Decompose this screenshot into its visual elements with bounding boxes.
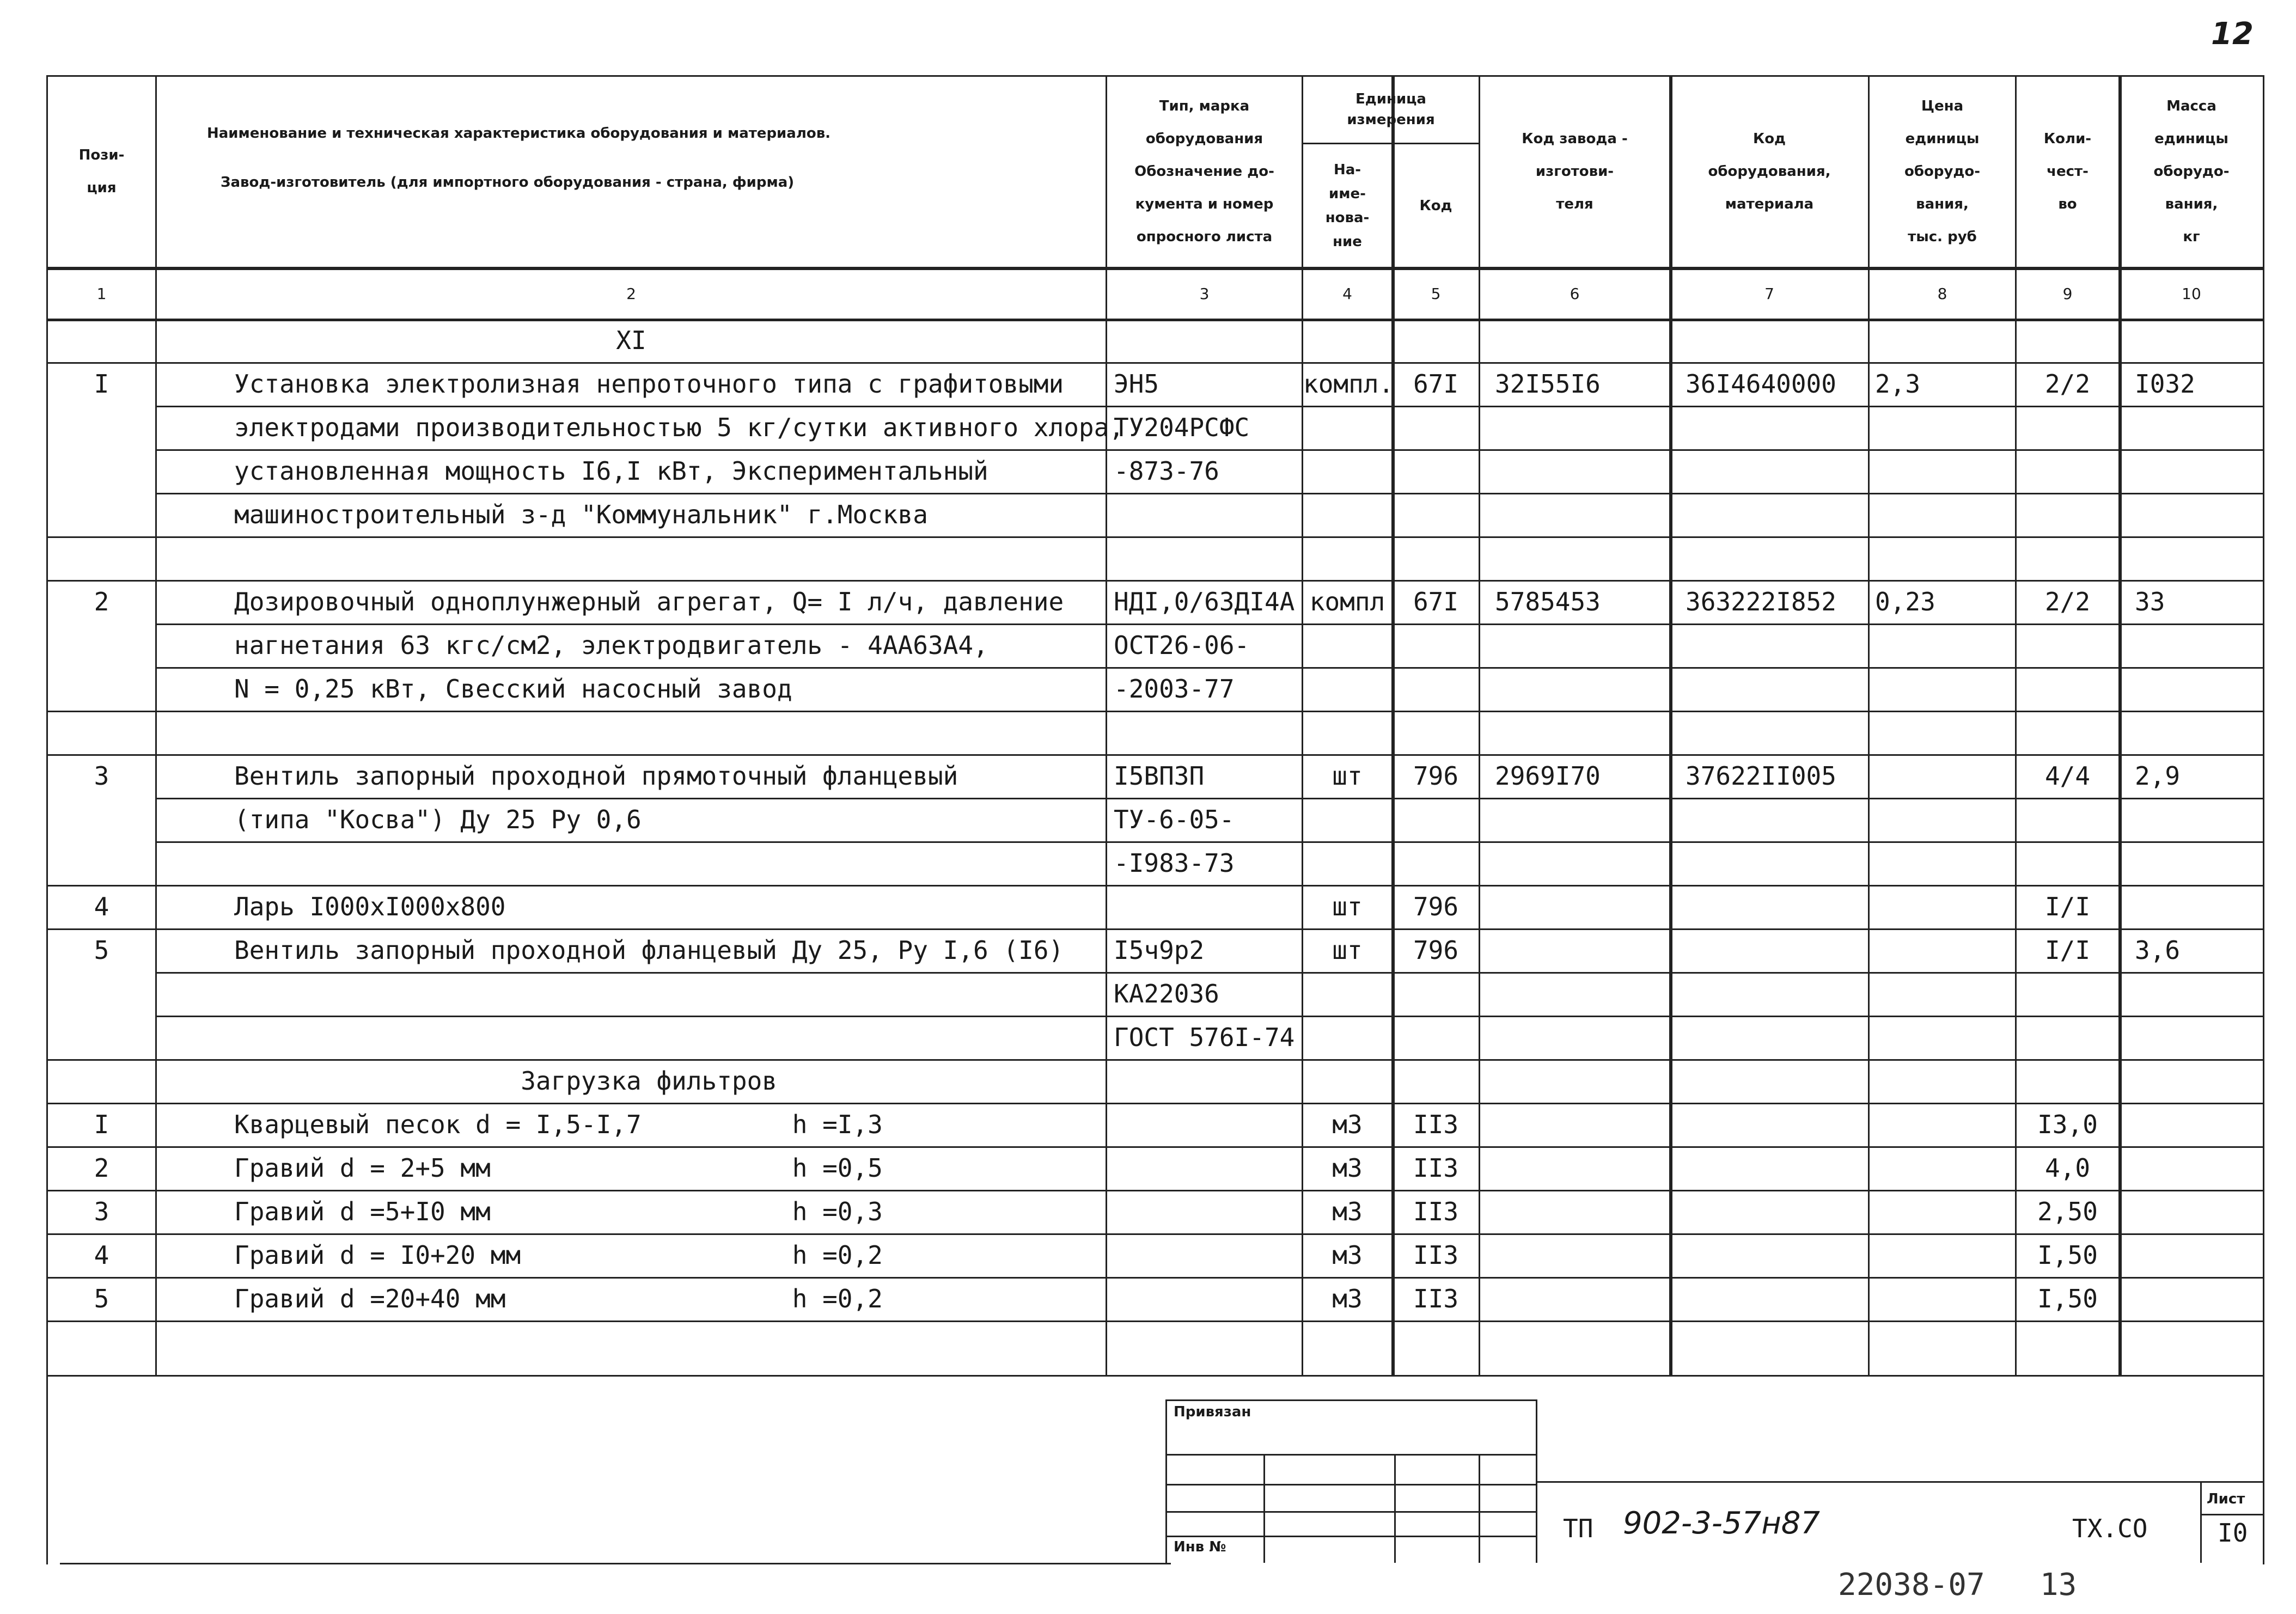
cell-type bbox=[1114, 1233, 1302, 1277]
cell-unit: компл bbox=[1309, 587, 1385, 616]
cell-qty bbox=[2017, 623, 2118, 667]
cell-pos bbox=[48, 1016, 155, 1059]
cell-price bbox=[1875, 493, 2015, 536]
cell-code bbox=[1393, 536, 1479, 580]
table-row bbox=[0, 1233, 2296, 1277]
cell-pos bbox=[48, 623, 155, 667]
cell-code bbox=[1393, 798, 1479, 841]
cell-name bbox=[234, 1016, 1106, 1059]
cell-mfr bbox=[1495, 1277, 1669, 1320]
cell-unit bbox=[1303, 1059, 1391, 1103]
cell-mass bbox=[2135, 711, 2263, 754]
cell-code: II3 bbox=[1413, 1153, 1459, 1183]
header-unit-price: Цена единицы оборудо- вания, тыс. руб bbox=[1904, 98, 1981, 245]
cell-equip bbox=[1686, 972, 1868, 1016]
cell-code: 67I bbox=[1413, 587, 1459, 616]
cell-pos bbox=[48, 1059, 155, 1103]
cell-qty: 2,50 bbox=[2037, 1197, 2098, 1226]
cell-qty bbox=[2017, 798, 2118, 841]
table-row bbox=[0, 362, 2296, 406]
cell-name bbox=[234, 972, 1106, 1016]
cell-unit: м3 bbox=[1332, 1197, 1363, 1226]
cell-pos: 3 bbox=[94, 1197, 109, 1226]
cell-pos bbox=[48, 493, 155, 536]
cell-type: -873-76 bbox=[1114, 456, 1219, 486]
cell-mfr bbox=[1495, 841, 1669, 885]
col-num: 8 bbox=[1937, 284, 1947, 303]
project-code: 902-3-57н87 bbox=[1623, 1506, 1821, 1541]
cell-mfr: 32I55I6 bbox=[1495, 369, 1601, 399]
cell-name: Вентиль запорный проходной прямоточный фланцевый bbox=[234, 761, 958, 791]
cell-type: I5ВП3П bbox=[1114, 761, 1205, 791]
cell-mass bbox=[2135, 1233, 2263, 1277]
cell-code bbox=[1393, 623, 1479, 667]
cell-qty: I,50 bbox=[2037, 1284, 2098, 1313]
cell-qty: I3,0 bbox=[2037, 1110, 2098, 1139]
col-num: 9 bbox=[2062, 284, 2073, 303]
cell-price bbox=[1875, 798, 2015, 841]
col-num: 10 bbox=[2182, 284, 2201, 303]
cell-equip bbox=[1686, 1103, 1868, 1146]
table-row bbox=[0, 972, 2296, 1016]
sheet-label: Лист bbox=[2207, 1491, 2245, 1507]
cell-name: Кварцевый песок d = I,5-I,7 h =I,3 bbox=[234, 1110, 883, 1139]
table-row bbox=[0, 1016, 2296, 1059]
cell-code bbox=[1393, 1016, 1479, 1059]
cell-name: электродами производительностью 5 кг/сутки активного хлора, bbox=[234, 413, 1124, 442]
table-row bbox=[0, 493, 2296, 536]
cell-qty bbox=[2017, 711, 2118, 754]
cell-pos bbox=[48, 406, 155, 449]
section-title: XI bbox=[616, 326, 646, 355]
cell-type: -2003-77 bbox=[1114, 674, 1235, 704]
cell-type: -I983-73 bbox=[1114, 848, 1235, 878]
header-type: Тип, марка оборудования Обозначение до- кумента и номер опросного листа bbox=[1134, 98, 1274, 245]
cell-mfr: 5785453 bbox=[1495, 587, 1601, 616]
cell-qty: I/I bbox=[2044, 936, 2091, 965]
cell-price bbox=[1875, 1059, 2015, 1103]
cell-equip: 363222I852 bbox=[1686, 587, 1836, 616]
cell-price bbox=[1875, 1190, 2015, 1233]
header-unit-group: Единица измерения bbox=[1347, 91, 1435, 128]
cell-qty: 2/2 bbox=[2044, 587, 2091, 616]
table-row bbox=[0, 1059, 2296, 1103]
cell-pos bbox=[48, 711, 155, 754]
cell-pos: 3 bbox=[94, 761, 109, 791]
cell-equip bbox=[1686, 493, 1868, 536]
table-row bbox=[0, 623, 2296, 667]
cell-mfr bbox=[1495, 1146, 1669, 1190]
cell-name: Гравий d = 2+5 мм h =0,5 bbox=[234, 1153, 883, 1183]
cell-type: ГОСТ 576I-74 bbox=[1114, 1023, 1295, 1052]
header-position: Пози- ция bbox=[78, 147, 125, 196]
table-row bbox=[0, 928, 2296, 972]
cell-unit: м3 bbox=[1332, 1110, 1363, 1139]
cell-unit bbox=[1303, 623, 1391, 667]
col-num: 5 bbox=[1431, 284, 1441, 303]
cell-qty: I,50 bbox=[2037, 1240, 2098, 1270]
cell-qty bbox=[2017, 406, 2118, 449]
cell-mass: 33 bbox=[2135, 587, 2165, 616]
cell-unit: шт bbox=[1332, 936, 1363, 965]
table-row bbox=[0, 841, 2296, 885]
cell-unit bbox=[1303, 667, 1391, 711]
cell-unit bbox=[1303, 493, 1391, 536]
cell-name: Дозировочный одноплунжерный агрегат, Q= I л/ч, давление bbox=[234, 587, 1064, 616]
table-row bbox=[0, 798, 2296, 841]
table-row bbox=[0, 885, 2296, 928]
cell-type bbox=[1114, 493, 1302, 536]
cell-code bbox=[1393, 841, 1479, 885]
cell-mfr bbox=[1495, 1233, 1669, 1277]
cell-mass bbox=[2135, 449, 2263, 493]
cell-price bbox=[1875, 711, 2015, 754]
cell-mfr bbox=[1495, 885, 1669, 928]
cell-unit bbox=[1303, 711, 1391, 754]
cell-name bbox=[234, 841, 1106, 885]
cell-name: Установка электролизная непроточного типа с графитовыми bbox=[234, 369, 1064, 399]
cell-mass bbox=[2135, 1016, 2263, 1059]
cell-mfr bbox=[1495, 798, 1669, 841]
cell-price bbox=[1875, 667, 2015, 711]
inventory-label: Инв № bbox=[1174, 1539, 1226, 1555]
cell-name: установленная мощность I6,I кВт, Экспериментальный bbox=[234, 456, 988, 486]
cell-qty: 4,0 bbox=[2044, 1153, 2091, 1183]
table-row bbox=[0, 1190, 2296, 1233]
cell-code bbox=[1393, 449, 1479, 493]
cell-pos bbox=[48, 667, 155, 711]
cell-mass bbox=[2135, 841, 2263, 885]
attached-label: Привязан bbox=[1174, 1404, 1251, 1420]
cell-name: Вентиль запорный проходной фланцевый Ду 25, Ру I,6 (I6) bbox=[234, 936, 1064, 965]
cell-price bbox=[1875, 536, 2015, 580]
cell-type bbox=[1114, 1190, 1302, 1233]
cell-qty: 2/2 bbox=[2044, 369, 2091, 399]
cell-code: II3 bbox=[1413, 1110, 1459, 1139]
cell-equip bbox=[1686, 711, 1868, 754]
cell-pos: 4 bbox=[94, 892, 109, 921]
cell-mass bbox=[2135, 406, 2263, 449]
cell-type bbox=[1114, 711, 1302, 754]
cell-equip bbox=[1686, 1190, 1868, 1233]
table-row bbox=[0, 536, 2296, 580]
cell-qty bbox=[2017, 667, 2118, 711]
cell-type: ТУ-6-05- bbox=[1114, 805, 1235, 834]
cell-pos bbox=[48, 449, 155, 493]
header-name-line1: Наименование и техническая характеристика оборудования и материалов. bbox=[207, 125, 831, 142]
cell-mass bbox=[2135, 885, 2263, 928]
cell-equip bbox=[1686, 1016, 1868, 1059]
table-row bbox=[0, 449, 2296, 493]
col-num: 6 bbox=[1570, 284, 1580, 303]
tp-label: ТП bbox=[1563, 1514, 1593, 1543]
cell-type: ЭН5 bbox=[1114, 369, 1159, 399]
cell-qty bbox=[2017, 493, 2118, 536]
cell-mfr bbox=[1495, 493, 1669, 536]
table-row bbox=[0, 580, 2296, 623]
cell-mass bbox=[2135, 536, 2263, 580]
cell-equip: 36I4640000 bbox=[1686, 369, 1836, 399]
header-name-line2: Завод-изготовитель (для импортного оборудования - страна, фирма) bbox=[221, 174, 795, 191]
cell-mass bbox=[2135, 798, 2263, 841]
cell-name: Гравий d =20+40 мм h =0,2 bbox=[234, 1284, 883, 1313]
cell-mfr bbox=[1495, 1190, 1669, 1233]
cell-unit bbox=[1303, 1016, 1391, 1059]
cell-mfr bbox=[1495, 928, 1669, 972]
cell-name bbox=[234, 536, 1106, 580]
cell-code: 67I bbox=[1413, 369, 1459, 399]
cell-equip bbox=[1686, 798, 1868, 841]
cell-pos: 2 bbox=[94, 587, 109, 616]
cell-mfr bbox=[1495, 536, 1669, 580]
cell-type bbox=[1114, 1059, 1302, 1103]
cell-equip bbox=[1686, 1059, 1868, 1103]
cell-code: II3 bbox=[1413, 1240, 1459, 1270]
col-num: 4 bbox=[1342, 284, 1352, 303]
cell-type: I5ч9р2 bbox=[1114, 936, 1205, 965]
cell-mass: 2,9 bbox=[2135, 761, 2181, 791]
cell-pos: 4 bbox=[94, 1240, 109, 1270]
cell-qty bbox=[2017, 1016, 2118, 1059]
cell-qty: 4/4 bbox=[2044, 761, 2091, 791]
cell-price: 2,3 bbox=[1875, 369, 1921, 399]
cell-price bbox=[1875, 1146, 2015, 1190]
cell-equip bbox=[1686, 623, 1868, 667]
cell-price bbox=[1875, 449, 2015, 493]
table-row bbox=[0, 667, 2296, 711]
cell-pos bbox=[48, 798, 155, 841]
cell-unit: м3 bbox=[1332, 1240, 1363, 1270]
cell-mass bbox=[2135, 1059, 2263, 1103]
table-row bbox=[0, 754, 2296, 798]
cell-code bbox=[1393, 667, 1479, 711]
cell-mfr bbox=[1495, 1016, 1669, 1059]
cell-price bbox=[1875, 1233, 2015, 1277]
cell-name: Гравий d = I0+20 мм h =0,2 bbox=[234, 1240, 883, 1270]
cell-unit: шт bbox=[1332, 892, 1363, 921]
cell-code: II3 bbox=[1413, 1197, 1459, 1226]
cell-unit: м3 bbox=[1332, 1153, 1363, 1183]
cell-qty bbox=[2017, 449, 2118, 493]
cell-price bbox=[1875, 1103, 2015, 1146]
cell-code: 796 bbox=[1413, 892, 1459, 921]
sheet-number: I0 bbox=[2218, 1518, 2248, 1548]
cell-price bbox=[1875, 885, 2015, 928]
cell-name: Гравий d =5+I0 мм h =0,3 bbox=[234, 1197, 883, 1226]
cell-qty bbox=[2017, 536, 2118, 580]
cell-qty bbox=[2017, 1059, 2118, 1103]
cell-mfr: 2969I70 bbox=[1495, 761, 1601, 791]
cell-mass bbox=[2135, 1103, 2263, 1146]
cell-code bbox=[1393, 972, 1479, 1016]
header-unit-name: На- име- нова- ние bbox=[1325, 161, 1370, 250]
col-num: 2 bbox=[626, 284, 636, 303]
cell-unit bbox=[1303, 841, 1391, 885]
cell-unit: компл. bbox=[1303, 369, 1394, 399]
cell-code: II3 bbox=[1413, 1284, 1459, 1313]
cell-type bbox=[1114, 1146, 1302, 1190]
cell-mass bbox=[2135, 493, 2263, 536]
cell-price bbox=[1875, 1277, 2015, 1320]
cell-mass bbox=[2135, 1190, 2263, 1233]
cell-code bbox=[1393, 493, 1479, 536]
cell-equip bbox=[1686, 1233, 1868, 1277]
cell-type: КА22036 bbox=[1114, 979, 1219, 1008]
table-row bbox=[0, 406, 2296, 449]
cell-mfr bbox=[1495, 1103, 1669, 1146]
cell-pos bbox=[48, 841, 155, 885]
cell-equip bbox=[1686, 1277, 1868, 1320]
cell-qty: I/I bbox=[2044, 892, 2091, 921]
cell-price bbox=[1875, 406, 2015, 449]
cell-equip bbox=[1686, 536, 1868, 580]
cell-name bbox=[234, 711, 1106, 754]
table-row bbox=[0, 711, 2296, 754]
header-unit-mass: Масса единицы оборудо- вания, кг bbox=[2153, 98, 2230, 245]
cell-equip bbox=[1686, 928, 1868, 972]
cell-unit bbox=[1303, 536, 1391, 580]
col-num: 3 bbox=[1199, 284, 1210, 303]
cell-pos bbox=[48, 972, 155, 1016]
archive-stamp: 22038-07 13 bbox=[1838, 1567, 2077, 1603]
corner-page-number: 12 bbox=[2211, 16, 2254, 52]
cell-equip bbox=[1686, 841, 1868, 885]
cell-name: нагнетания 63 кгс/см2, электродвигатель - 4АА63А4, bbox=[234, 631, 988, 660]
cell-equip bbox=[1686, 885, 1868, 928]
cell-mass bbox=[2135, 972, 2263, 1016]
cell-mass: I032 bbox=[2135, 369, 2195, 399]
cell-name: (типа "Косва") Ду 25 Ру 0,6 bbox=[234, 805, 642, 834]
cell-unit: шт bbox=[1332, 761, 1363, 791]
cell-code bbox=[1393, 406, 1479, 449]
table-row bbox=[0, 1103, 2296, 1146]
cell-price bbox=[1875, 928, 2015, 972]
cell-mass bbox=[2135, 1277, 2263, 1320]
cell-name: N = 0,25 кВт, Свесский насосный завод bbox=[234, 674, 792, 704]
cell-type: ТУ204РСФС bbox=[1114, 413, 1250, 442]
cell-type bbox=[1114, 1277, 1302, 1320]
cell-name: Загрузка фильтров bbox=[234, 1066, 777, 1096]
cell-equip bbox=[1686, 406, 1868, 449]
cell-unit bbox=[1303, 972, 1391, 1016]
cell-price bbox=[1875, 754, 2015, 798]
cell-qty bbox=[2017, 841, 2118, 885]
cell-price: 0,23 bbox=[1875, 587, 1935, 616]
cell-mfr bbox=[1495, 406, 1669, 449]
cell-type bbox=[1114, 536, 1302, 580]
cell-mfr bbox=[1495, 972, 1669, 1016]
cell-equip bbox=[1686, 667, 1868, 711]
cell-mfr bbox=[1495, 667, 1669, 711]
cell-name: машиностроительный з-д "Коммунальник" г.Москва bbox=[234, 500, 928, 529]
cell-pos: I bbox=[94, 369, 109, 399]
cell-code: 796 bbox=[1413, 936, 1459, 965]
cell-price bbox=[1875, 623, 2015, 667]
cell-mfr bbox=[1495, 449, 1669, 493]
cell-mass bbox=[2135, 1146, 2263, 1190]
cell-mass bbox=[2135, 667, 2263, 711]
cell-mfr bbox=[1495, 623, 1669, 667]
cell-type bbox=[1114, 1103, 1302, 1146]
cell-pos: I bbox=[94, 1110, 109, 1139]
cell-pos: 5 bbox=[94, 936, 109, 965]
cell-price bbox=[1875, 841, 2015, 885]
col-num: 7 bbox=[1764, 284, 1774, 303]
cell-unit bbox=[1303, 798, 1391, 841]
cell-equip: 37622II005 bbox=[1686, 761, 1836, 791]
cell-mass: 3,6 bbox=[2135, 936, 2181, 965]
cell-type: ОСТ26-06- bbox=[1114, 631, 1250, 660]
table-row bbox=[0, 1146, 2296, 1190]
cell-unit bbox=[1303, 449, 1391, 493]
cell-unit bbox=[1303, 406, 1391, 449]
cell-pos bbox=[48, 536, 155, 580]
cell-mfr bbox=[1495, 711, 1669, 754]
header-unit-code: Код bbox=[1419, 197, 1452, 214]
header-manufacturer-code: Код завода - изготови- теля bbox=[1522, 131, 1628, 212]
cell-equip bbox=[1686, 449, 1868, 493]
cell-unit: м3 bbox=[1332, 1284, 1363, 1313]
table-row bbox=[0, 1277, 2296, 1320]
cell-pos: 2 bbox=[94, 1153, 109, 1183]
cell-name: Ларь I000xI000x800 bbox=[234, 892, 506, 921]
cell-mfr bbox=[1495, 1059, 1669, 1103]
cell-type: НДI,0/63ДI4А bbox=[1114, 587, 1295, 616]
cell-type bbox=[1114, 885, 1302, 928]
col-num: 1 bbox=[96, 284, 107, 303]
document-code: ТХ.СО bbox=[2072, 1514, 2148, 1543]
cell-code bbox=[1393, 1059, 1479, 1103]
cell-code bbox=[1393, 711, 1479, 754]
cell-price bbox=[1875, 1016, 2015, 1059]
cell-mass bbox=[2135, 623, 2263, 667]
cell-price bbox=[1875, 972, 2015, 1016]
header-equipment-code: Код оборудования, материала bbox=[1708, 131, 1831, 212]
header-quantity: Коли- чест- во bbox=[2043, 131, 2092, 212]
cell-pos: 5 bbox=[94, 1284, 109, 1313]
cell-qty bbox=[2017, 972, 2118, 1016]
cell-equip bbox=[1686, 1146, 1868, 1190]
cell-code: 796 bbox=[1413, 761, 1459, 791]
